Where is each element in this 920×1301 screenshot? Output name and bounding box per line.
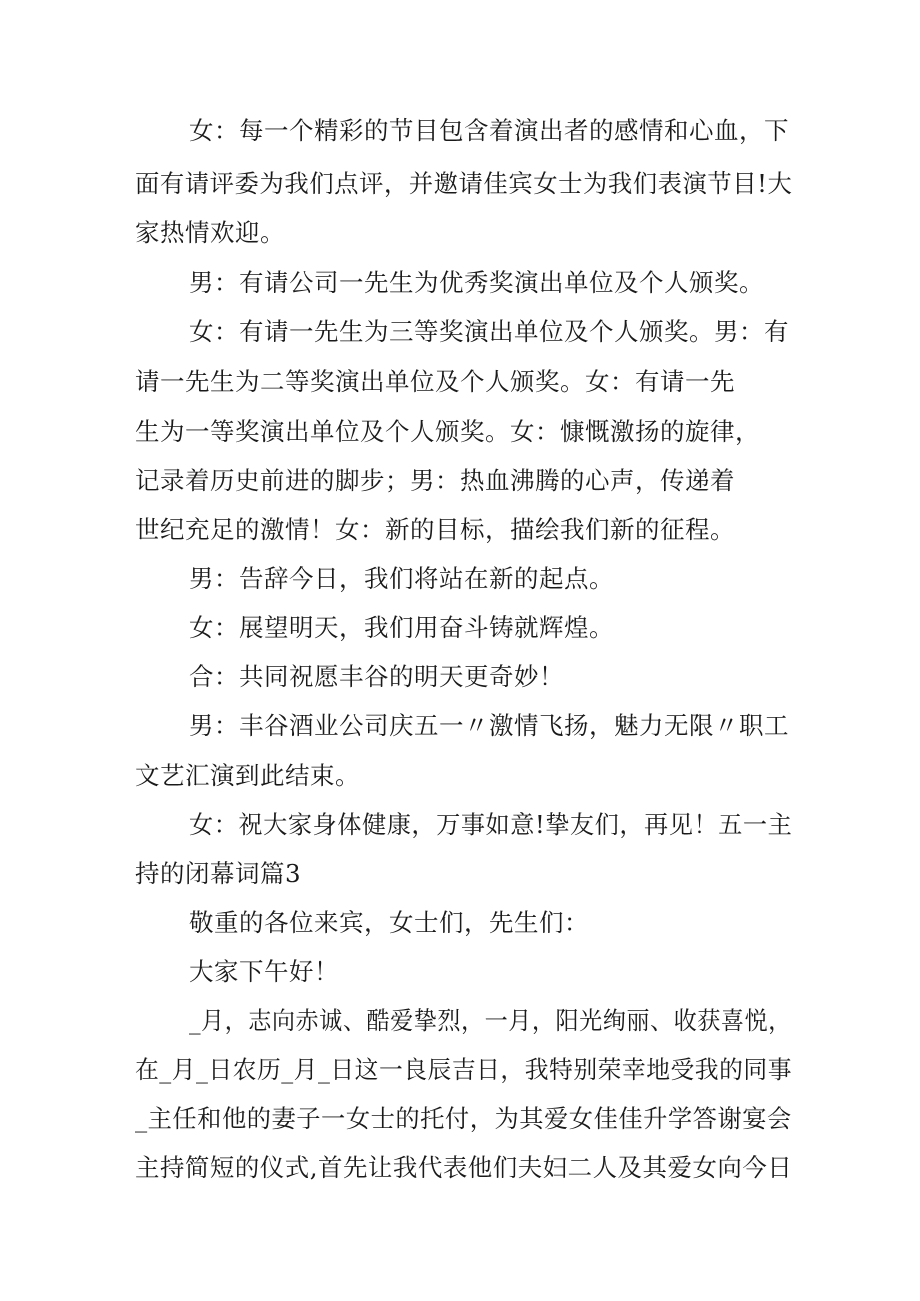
text-line: 请一先生为二等奖演出单位及个人颁奖。女：有请一先 bbox=[135, 367, 735, 396]
text-line: 主持简短的仪式,首先让我代表他们夫妇二人及其爱女向今日 bbox=[135, 1153, 793, 1182]
text-line: 女：展望明天，我们用奋斗铸就辉煌。 bbox=[189, 613, 614, 642]
text-line: 男：告辞今日，我们将站在新的起点。 bbox=[189, 564, 614, 593]
text-line: _月，志向赤诚、酷爱挚烈，一月，阳光绚丽、收获喜悦， bbox=[189, 1006, 792, 1035]
text-line: 记录着历史前进的脚步；男：热血沸腾的心声，传递着 bbox=[135, 466, 735, 495]
text-line: 敬重的各位来宾，女士们，先生们： bbox=[189, 908, 589, 937]
text-line: 世纪充足的激情！女：新的目标，描绘我们新的征程。 bbox=[135, 515, 735, 544]
text-line: 合：共同祝愿丰谷的明天更奇妙！ bbox=[189, 662, 564, 691]
text-line: 男：丰谷酒业公司庆五一〃激情飞扬，魅力无限〃职工 bbox=[189, 711, 789, 740]
text-line: 女：有请一先生为三等奖演出单位及个人颁奖。男：有 bbox=[189, 317, 789, 346]
text-line: _主任和他的妻子一女士的托付，为其爱女佳佳升学答谢宴会 bbox=[135, 1104, 792, 1133]
text-line: 在_月_日农历_月_日这一良辰吉日，我特别荣幸地受我的同事 bbox=[135, 1055, 793, 1084]
text-line: 女：每一个精彩的节目包含着演出者的感情和心血，下 bbox=[189, 116, 789, 145]
text-line: 面有请评委为我们点评，并邀请佳宾女士为我们表演节目!大 bbox=[135, 169, 793, 198]
text-line: 女：祝大家身体健康，万事如意!挚友们，再见！五一主 bbox=[189, 810, 793, 839]
text-line: 生为一等奖演出单位及个人颁奖。女：慷慨激扬的旋律， bbox=[135, 417, 760, 446]
text-line: 男：有请公司一先生为优秀奖演出单位及个人颁奖。 bbox=[189, 268, 764, 297]
text-line: 持的闭幕词篇3 bbox=[135, 859, 302, 888]
text-line: 大家下午好！ bbox=[189, 957, 339, 986]
text-line: 文艺汇演到此结束。 bbox=[135, 761, 360, 790]
text-line: 家热情欢迎。 bbox=[135, 218, 285, 247]
